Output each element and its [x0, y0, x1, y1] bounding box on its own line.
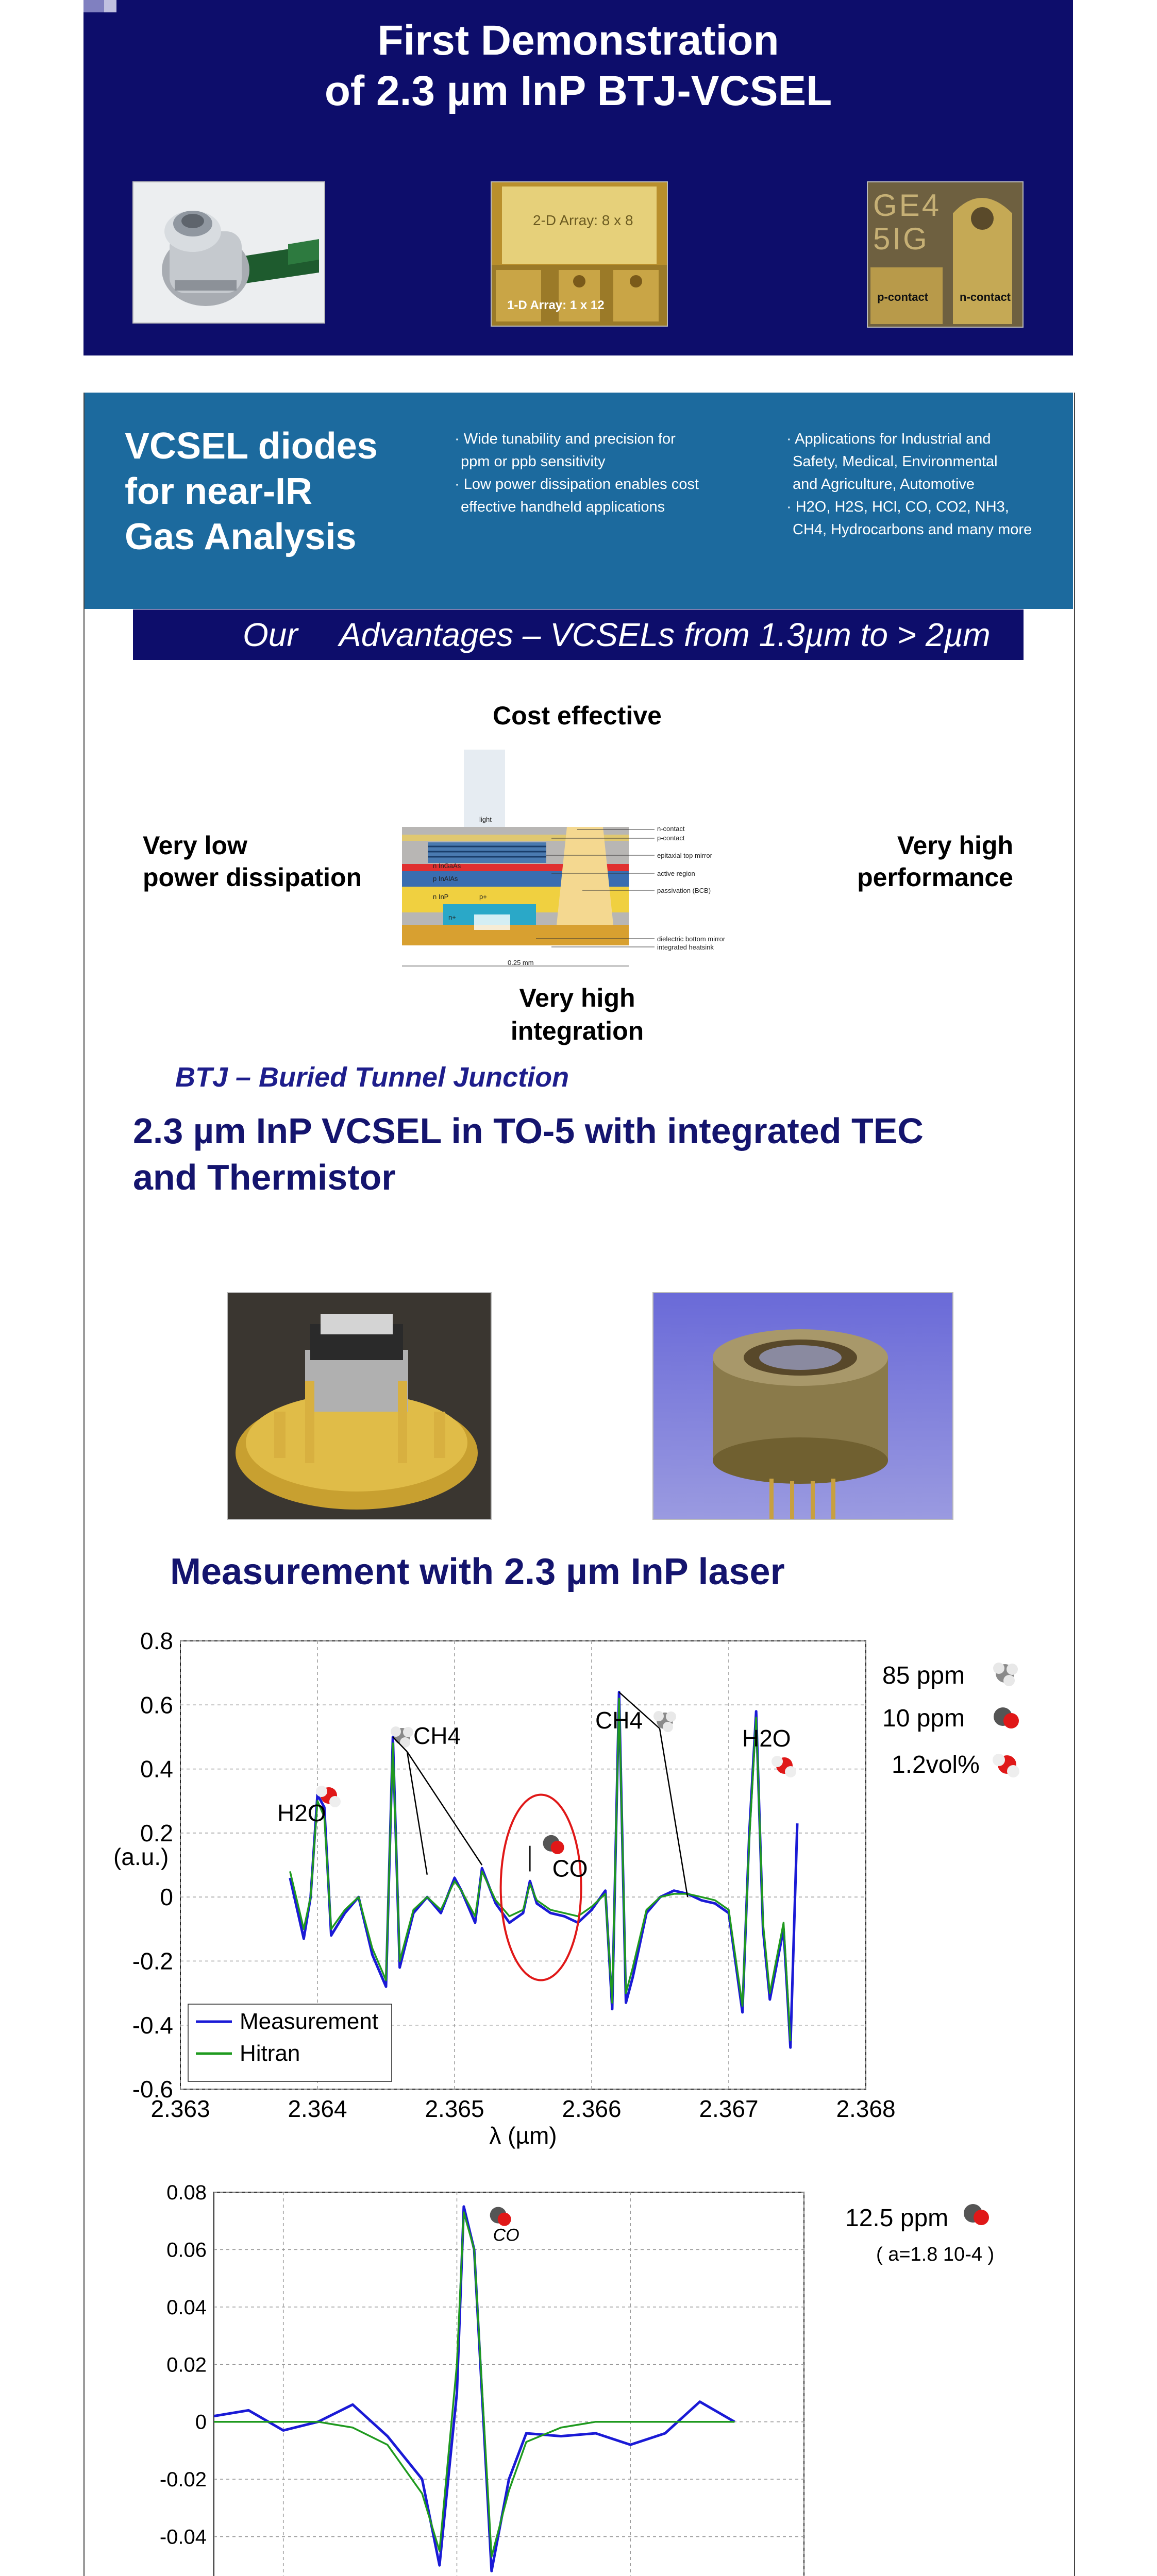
vcsel-cross-section-diagram: [397, 750, 768, 971]
advantages-title: Advantages – VCSELs from 1.3µm to > 2µm: [339, 616, 991, 653]
h2o-annotation-2: H2O: [742, 1725, 791, 1752]
high-performance-line-1: Very high: [897, 831, 1013, 860]
ch4-annotation-2: CH4: [595, 1707, 643, 1734]
y-tick-label: -0.04: [159, 2526, 207, 2549]
co-concentration-2: 12.5 ppm: [845, 2205, 949, 2232]
to5-title-line-2: and Thermistor: [133, 1157, 396, 1197]
banner-col-1: [455, 428, 699, 518]
diagram-label: n InP: [433, 893, 449, 901]
x-tick-label: 2.363: [150, 2095, 210, 2122]
high-integration-line-2: integration: [510, 1016, 644, 1045]
banner-col-1-line: effective handheld applications: [461, 499, 665, 515]
n-contact-label: n-contact: [960, 291, 1011, 303]
slide-1-title: [83, 15, 1073, 116]
y-tick-label: -0.02: [159, 2468, 207, 2492]
high-performance-line-2: performance: [857, 863, 1013, 892]
title-line-1: First Demonstration: [377, 17, 779, 64]
diagram-label: p-contact: [657, 834, 685, 842]
chip-code-2: 5IG: [873, 222, 929, 256]
h2o-molecule-icon: [993, 1754, 1019, 1777]
co-annotation: CO: [552, 1855, 588, 1882]
diagram-label: n+: [448, 913, 456, 921]
banner: [85, 393, 1073, 609]
packaged-laser-photo: [132, 181, 325, 324]
y-axis-label: (a.u.): [113, 1843, 169, 1870]
y-tick-label: 0.4: [140, 1755, 173, 1783]
diagram-label: passivation (BCB): [657, 887, 711, 894]
diagram-label: 0.25 mm: [508, 959, 534, 967]
tec-assembly-photo: [227, 1292, 492, 1520]
to5-can-photo: [652, 1292, 953, 1520]
banner-col-2-line: and Agriculture, Automotive: [793, 476, 975, 493]
x-tick-label: 2.367: [699, 2095, 759, 2122]
y-tick-label: -0.6: [132, 2076, 173, 2103]
measurement-title: Measurement with 2.3 µm InP laser: [170, 1551, 785, 1592]
absorbance-note: ( a=1.8 10-4 ): [876, 2244, 995, 2265]
h2o-concentration: 1.2vol%: [892, 1751, 980, 1778]
co-annotation: CO: [493, 2225, 519, 2245]
corner-mark: [83, 0, 126, 12]
slide-1: [83, 0, 1073, 355]
cost-effective-label: Cost effective: [493, 701, 662, 730]
array-2d-label: 2-D Array: 8 x 8: [533, 212, 633, 228]
single-chip-photo: [867, 181, 1024, 328]
y-tick-label: -0.2: [132, 1947, 173, 1975]
low-power-label: [143, 829, 362, 893]
high-integration-label: [423, 981, 732, 1047]
chip-code-1: GE4: [873, 188, 942, 223]
y-tick-label: -0.4: [132, 2011, 173, 2039]
x-tick-label: 2.365: [425, 2095, 484, 2122]
ch4-concentration: 85 ppm: [882, 1662, 965, 1689]
diagram-label: p InAlAs: [433, 875, 458, 883]
high-performance-label: [825, 829, 1013, 893]
legend-label: Measurement: [240, 2009, 379, 2034]
array-1d-label: 1-D Array: 1 x 12: [507, 298, 605, 312]
packaged-laser-image: [133, 182, 324, 323]
diagram-label: n InGaAs: [433, 862, 461, 870]
banner-col-2-line: CH4, Hydrocarbons and many more: [793, 521, 1032, 538]
banner-col-2-line: · Applications for Industrial and: [786, 431, 991, 447]
diagram-label: n-contact: [657, 825, 685, 833]
y-tick-label: 0.02: [166, 2353, 207, 2377]
banner-title-line-3: Gas Analysis: [125, 516, 357, 557]
advantages-our: Our: [243, 616, 298, 653]
co-concentration: 10 ppm: [882, 1705, 965, 1732]
diagram-label: active region: [657, 870, 695, 877]
legend-label: Hitran: [240, 2041, 300, 2066]
absorption-spectrum-chart: [77, 1620, 902, 2166]
p-contact-label: p-contact: [877, 291, 928, 303]
x-axis-label: λ (µm): [489, 2122, 557, 2149]
diagram-label: epitaxial top mirror: [657, 852, 712, 859]
x-tick-label: 2.366: [562, 2095, 622, 2122]
banner-col-1-line: ppm or ppb sensitivity: [461, 453, 606, 470]
ch4-molecule-icon: [993, 1663, 1018, 1686]
banner-col-2-line: Safety, Medical, Environmental: [793, 453, 998, 470]
low-power-line-1: Very low: [143, 831, 247, 860]
diagram-label: light: [479, 816, 492, 823]
to5-title: [133, 1108, 924, 1200]
ch4-annotation: CH4: [413, 1722, 461, 1749]
co-line-chart: [93, 2166, 866, 2576]
y-tick-label: 0.08: [166, 2181, 207, 2204]
to5-title-line-1: 2.3 µm InP VCSEL in TO-5 with integrated TEC: [133, 1111, 924, 1151]
banner-title-line-1: VCSEL diodes: [125, 426, 378, 467]
high-integration-line-1: Very high: [519, 984, 635, 1012]
y-tick-label: 0.6: [140, 1691, 173, 1719]
banner-title: [125, 423, 378, 560]
banner-title-line-2: for near-IR: [125, 471, 313, 512]
h2o-annotation: H2O: [277, 1800, 326, 1826]
y-tick-label: 0.04: [166, 2296, 207, 2319]
vcsel-array-photo: [491, 181, 668, 327]
banner-col-2: [786, 428, 1032, 541]
banner-col-1-line: · Low power dissipation enables cost: [455, 476, 699, 493]
btj-label: BTJ – Buried Tunnel Junction: [175, 1062, 569, 1093]
diagram-label: dielectric bottom mirror: [657, 935, 726, 943]
low-power-line-2: power dissipation: [143, 863, 362, 892]
y-tick-label: 0: [160, 1884, 173, 1911]
side-molecules: [984, 1659, 1031, 1793]
co-molecule-icon-2: [959, 2199, 995, 2230]
advantages-bar: [133, 609, 1024, 660]
title-line-2: of 2.3 µm InP BTJ-VCSEL: [324, 67, 832, 114]
to5-can-image: [653, 1293, 952, 1519]
x-tick-label: 2.364: [288, 2095, 347, 2122]
diagram-label: p+: [479, 893, 487, 901]
banner-col-1-line: · Wide tunability and precision for: [455, 431, 676, 447]
y-tick-label: 0.8: [140, 1628, 173, 1655]
tec-assembly-image: [228, 1293, 491, 1519]
banner-col-2-line: · H2O, H2S, HCl, CO, CO2, NH3,: [786, 499, 1009, 515]
co-molecule-icon: [994, 1707, 1019, 1728]
diagram-label: integrated heatsink: [657, 943, 714, 951]
y-tick-label: 0.2: [140, 1819, 173, 1846]
y-tick-label: 0.06: [166, 2239, 207, 2262]
y-tick-label: 0: [195, 2411, 207, 2434]
x-tick-label: 2.368: [836, 2095, 896, 2122]
